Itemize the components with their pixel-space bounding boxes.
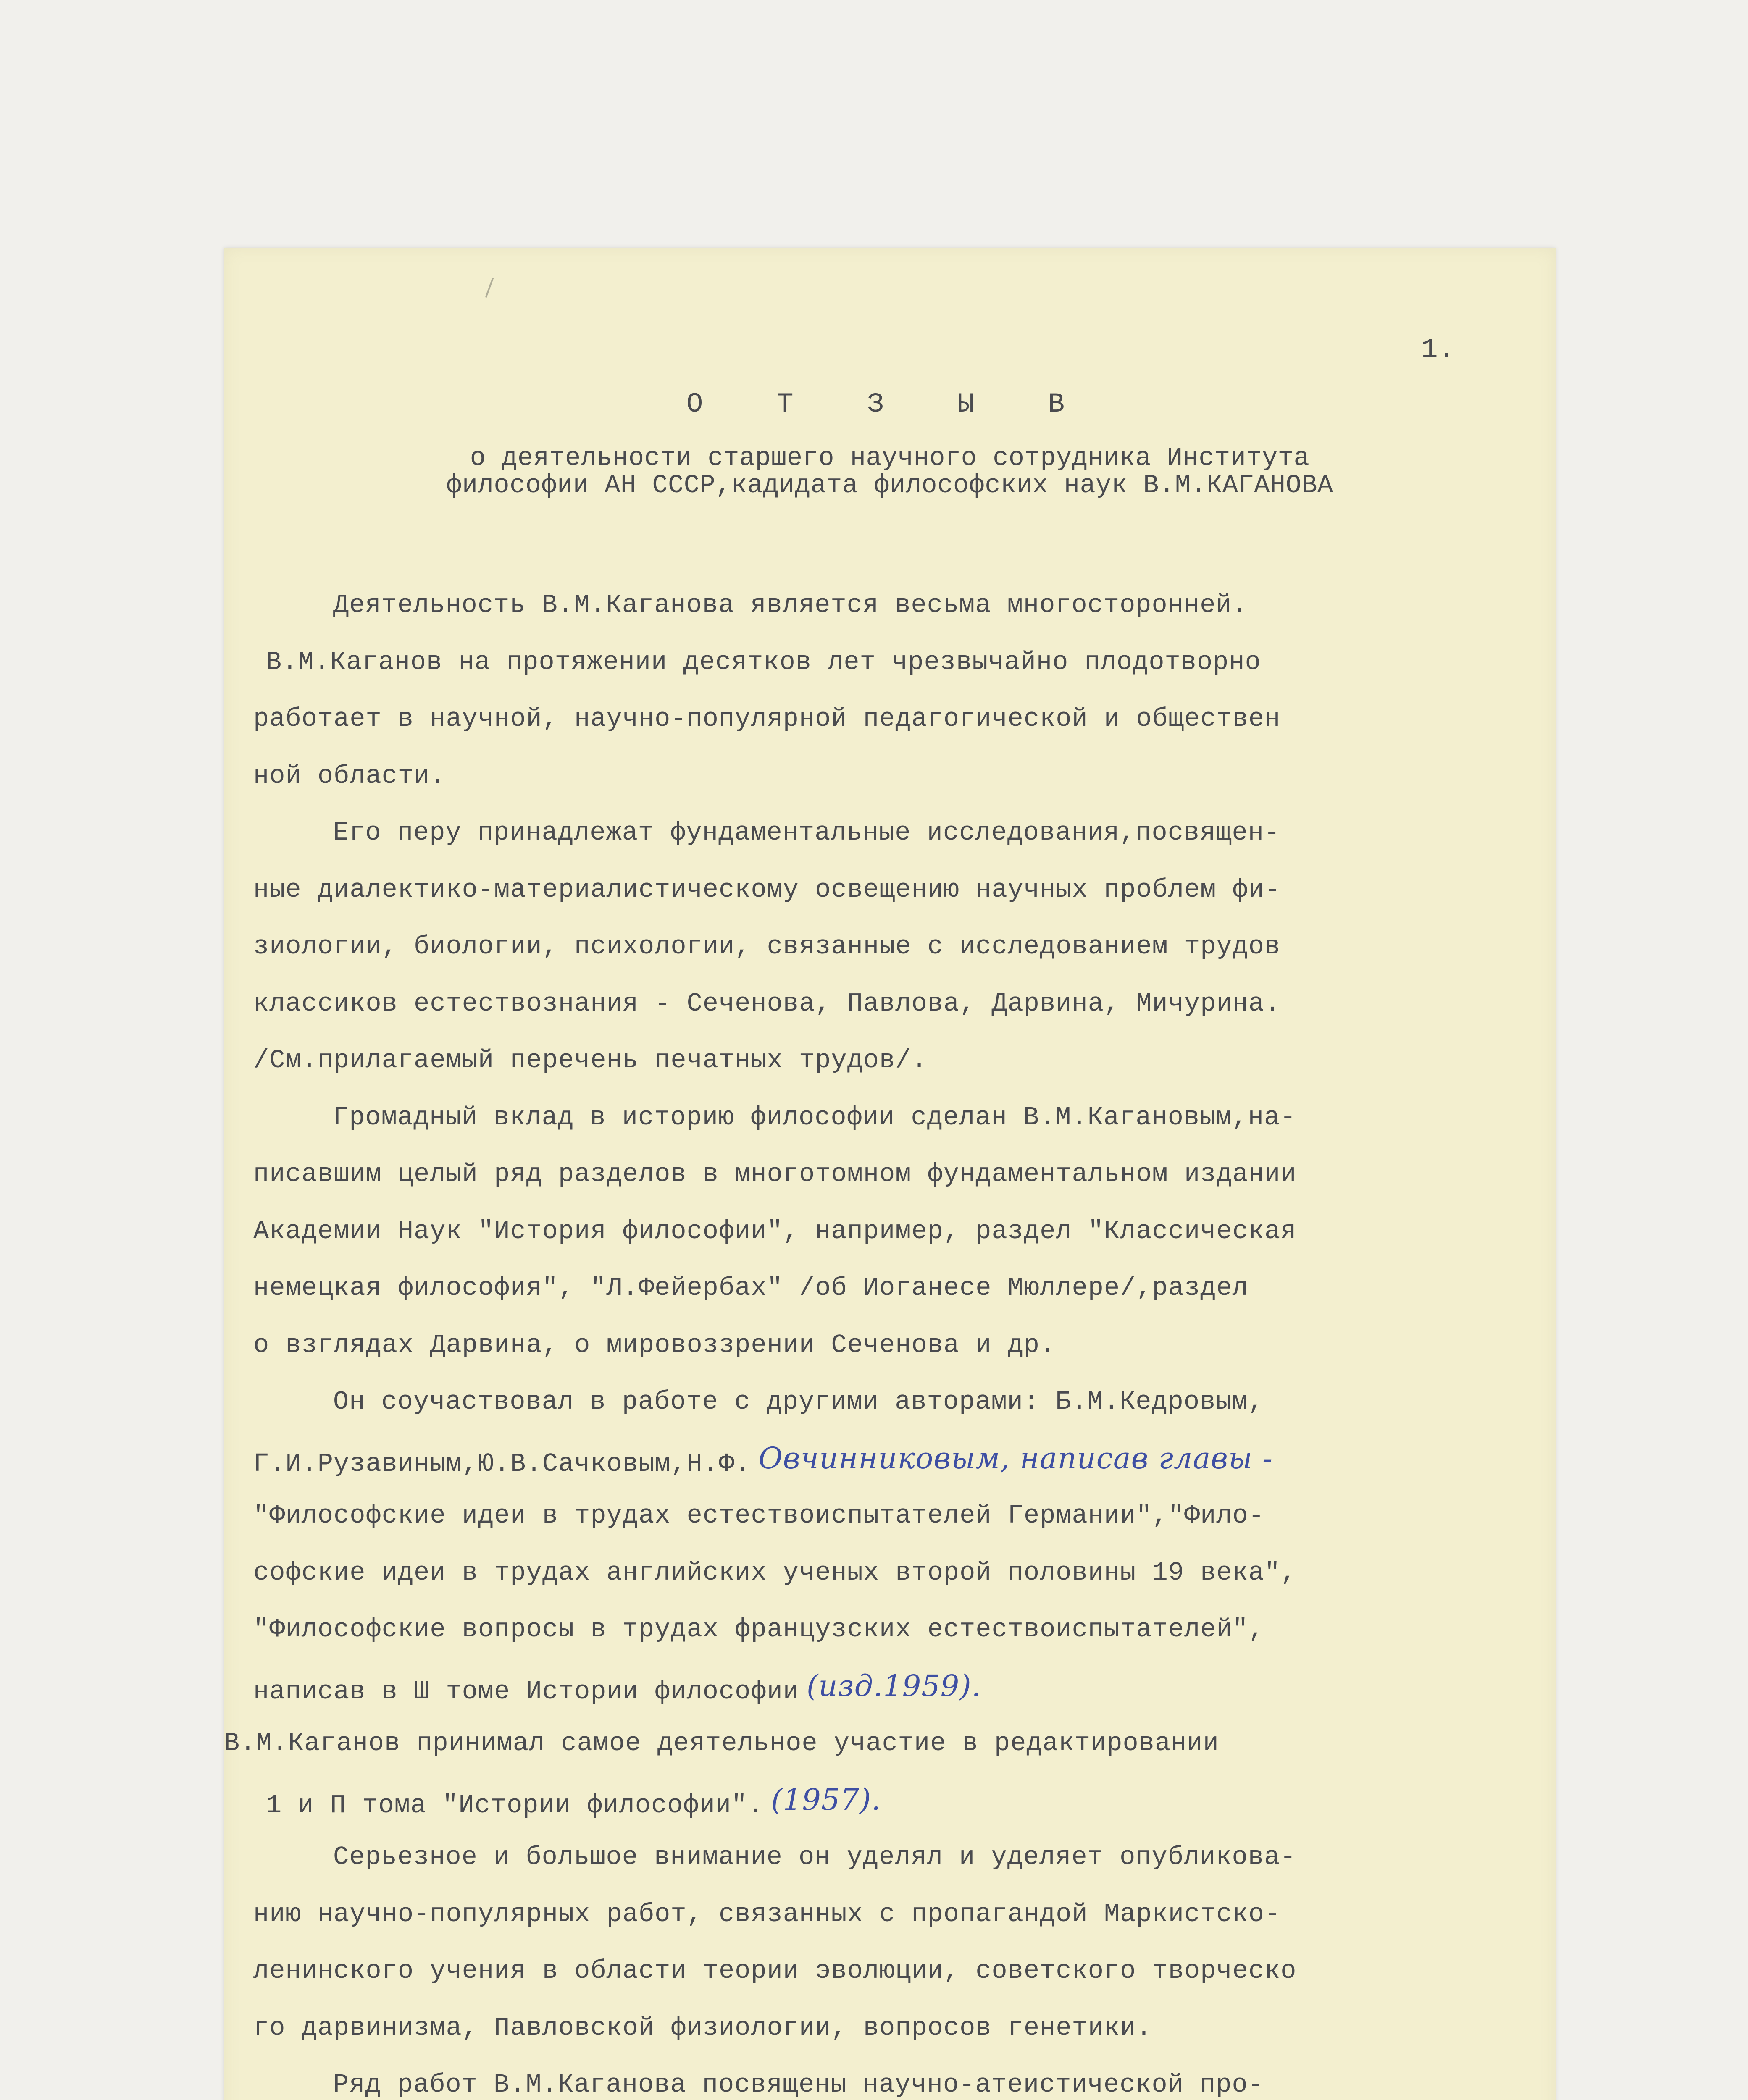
text-line	[253, 1901, 1585, 1927]
text-line	[253, 1161, 1585, 1187]
typed-text: немецкая философия", "Л.Фейербах" /об Иоганесе Мюллере/,раздел	[253, 1273, 1249, 1303]
text-line	[224, 1730, 1556, 1756]
document-sheet	[224, 248, 1556, 2100]
typed-text: "Философские вопросы в трудах французских естествоиспытателей",	[253, 1614, 1264, 1644]
text-line	[253, 1275, 1585, 1301]
typed-text: Он соучаствовал в работе с другими авторами: Б.М.Кедровым,	[333, 1387, 1264, 1417]
text-line	[253, 1958, 1585, 1984]
typed-text: Громадный вклад в историю философии сделан В.М.Кагановым,на-	[333, 1102, 1296, 1132]
typed-text: зиологии, биологии, психологии, связанные с исследованием трудов	[253, 932, 1281, 961]
text-line	[333, 1102, 1665, 1132]
typed-text: Его перу принадлежат фундаментальные исследования,посвящен-	[333, 818, 1280, 848]
text-line	[253, 706, 1585, 732]
typed-text: Академии Наук "История философии", например, раздел "Классическая	[253, 1216, 1297, 1246]
text-line	[333, 592, 1665, 618]
typed-text: ные диалектико-материалистическому освещению научных проблем фи-	[253, 874, 1281, 905]
typed-text: Ряд работ В.М.Каганова посвящены научно-атеистической про-	[333, 2070, 1264, 2100]
text-line	[253, 1503, 1585, 1529]
typed-text: о взглядах Дарвина, о мировоззрении Сеченова и др.	[253, 1330, 1056, 1360]
text-line	[333, 820, 1665, 846]
subtitle-line: о деятельности старшего научного сотрудника Института	[470, 443, 1310, 473]
typed-text: /См.прилагаемый перечень печатных трудов/.	[253, 1045, 928, 1075]
text-line	[253, 934, 1585, 960]
text-line	[253, 988, 1585, 1018]
typed-text: ной области.	[253, 761, 446, 791]
text-line	[266, 1782, 1598, 1820]
text-line	[253, 1557, 1585, 1588]
handwritten-insert: Овчинниковым, написав главы -	[758, 1441, 1273, 1475]
handwritten-insert: (изд.1959).	[807, 1668, 981, 1703]
text-line	[253, 763, 1585, 789]
text-line	[253, 2015, 1585, 2041]
text-line	[266, 649, 1598, 675]
text-line	[333, 1389, 1665, 1415]
text-line	[253, 1668, 1585, 1706]
typed-text: В.М.Каганов принимал самое деятельное участие в редактировании	[224, 1728, 1219, 1758]
typed-text: классиков естествознания - Сеченова, Павлова, Дарвина, Мичурина.	[253, 988, 1281, 1018]
typed-text: Деятельность В.М.Каганова является весьма многосторонней.	[333, 590, 1248, 620]
text-line	[253, 1047, 1585, 1074]
text-line	[253, 1332, 1585, 1358]
subtitle-line: философии АН СССР,кадидата философских наук В.М.КАГАНОВА	[446, 470, 1333, 500]
typed-text: написав в Ш томе Истории философии	[253, 1676, 799, 1706]
handwritten-insert: (1957).	[771, 1782, 881, 1817]
typed-text: го дарвинизма, Павловской физиологии, вопросов генетики.	[253, 2013, 1152, 2043]
text-line	[253, 1441, 1585, 1479]
text-line	[253, 1614, 1585, 1644]
typed-text: писавшим целый ряд разделов в многотомном фундаментальном издании	[253, 1159, 1297, 1189]
page-number: 1.	[1421, 334, 1456, 365]
pencil-mark	[485, 278, 494, 298]
typed-text: В.М.Каганов на протяжении десятков лет чрезвычайно плодотворно	[266, 647, 1261, 677]
typed-text: "Философские идеи в трудах естествоиспытателей Германии","Фило-	[253, 1501, 1264, 1530]
text-line	[333, 1844, 1665, 1870]
typed-text: софские идеи в трудах английских ученых второй половины 19 века",	[253, 1557, 1297, 1588]
typed-text: нию научно-популярных работ, связанных с пропагандой Маркистско-	[253, 1899, 1281, 1929]
text-line	[333, 2072, 1665, 2098]
typed-text: ленинского учения в области теории эволюции, советского творческо	[253, 1956, 1297, 1986]
typed-text: работает в научной, научно-популярной педагогической и обществен	[253, 704, 1281, 734]
typed-text: Г.И.Рузавиным,Ю.В.Сачковым,Н.Ф.	[253, 1449, 751, 1479]
typed-text: Серьезное и большое внимание он уделял и уделяет опубликова-	[333, 1842, 1296, 1872]
text-line	[253, 1218, 1585, 1244]
text-line	[253, 874, 1585, 905]
typed-text: 1 и П тома "Истории философии".	[266, 1790, 764, 1820]
document-title: О Т З Ы В	[686, 388, 1093, 420]
